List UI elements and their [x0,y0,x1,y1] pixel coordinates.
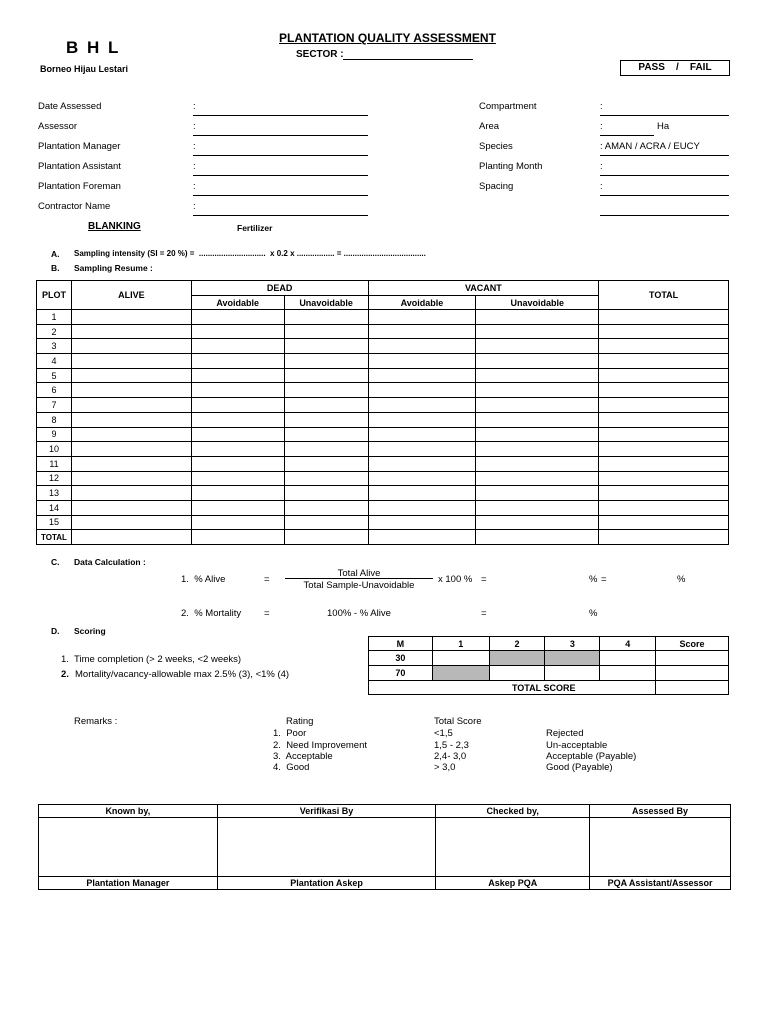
table-row [37,339,729,354]
page-title: PLANTATION QUALITY ASSESSMENT [279,31,496,45]
info-line[interactable] [193,175,368,176]
plot-number: 1 [37,310,72,325]
plot-header: PLOT [37,281,72,310]
info-line[interactable] [600,215,729,216]
signature-role: Plantation Manager [39,877,218,890]
pass-fail-box[interactable]: PASS / FAIL [620,60,730,76]
table-cell[interactable] [599,324,729,339]
table-cell[interactable] [284,515,368,530]
table-cell[interactable] [368,486,476,501]
table-cell[interactable] [599,383,729,398]
table-cell[interactable] [71,456,191,471]
rating-item: 2. Need Improvement [273,740,367,751]
score-cell-disabled [432,666,489,681]
info-label: Planting Month [479,161,543,172]
formula2-pct: % [589,608,598,619]
formula1-pct: % [589,574,598,585]
table-cell[interactable] [368,500,476,515]
info-label: Plantation Manager [38,141,121,152]
total-row-label: TOTAL [37,530,72,545]
plot-number: 11 [37,456,72,471]
score-cell[interactable] [656,666,729,681]
formula1-pct2: % [677,574,686,585]
table-cell[interactable] [284,310,368,325]
table-cell[interactable] [71,530,191,545]
total-score-heading: Total Score [434,716,482,727]
table-cell[interactable] [476,339,599,354]
rating-item: 3. Acceptable [273,751,333,762]
table-cell[interactable] [368,456,476,471]
table-cell[interactable] [476,471,599,486]
table-cell[interactable] [476,456,599,471]
table-cell[interactable] [191,500,284,515]
signature-box[interactable] [590,818,731,877]
rating-item: 4. Good [273,762,310,773]
table-cell[interactable] [284,368,368,383]
table-cell[interactable] [284,486,368,501]
score-row-label: 30 [369,651,433,666]
table-cell[interactable] [599,354,729,369]
signature-role: Plantation Askep [217,877,436,890]
signature-head: Verifikasi By [217,805,436,818]
table-cell[interactable] [71,471,191,486]
rating-score: > 3,0 [434,762,456,773]
table-cell[interactable] [71,500,191,515]
table-cell[interactable] [71,310,191,325]
rating-result: Acceptable (Payable) [546,751,637,762]
score-score-header: Score [656,637,729,651]
table-cell[interactable] [71,383,191,398]
formula1-eq2: = [481,574,487,585]
signature-role: PQA Assistant/Assessor [590,877,731,890]
info-value: : [600,121,603,132]
table-cell[interactable] [191,456,284,471]
total-score-spacer [369,681,433,695]
table-row [37,324,729,339]
formula1-eq3: = [601,574,607,585]
scoring-item-2-num: 2. [61,669,69,680]
table-row [37,515,729,530]
table-cell[interactable] [476,383,599,398]
table-cell[interactable] [191,486,284,501]
signature-box[interactable] [217,818,436,877]
remarks-label: Remarks : [74,716,118,727]
table-cell[interactable] [599,456,729,471]
table-cell[interactable] [71,354,191,369]
table-cell[interactable] [71,515,191,530]
section-c-title: Data Calculation : [74,557,146,567]
scoring-item-2: Mortality/vacancy-allowable max 2.5% (3), <1% (4) [75,669,290,680]
plot-number: 14 [37,500,72,515]
table-cell[interactable] [71,398,191,413]
plot-number: 2 [37,324,72,339]
section-a-letter: A. [51,249,60,259]
table-cell[interactable] [476,412,599,427]
table-row [37,427,729,442]
score-col-header: 3 [545,637,600,651]
sector-label: SECTOR : [296,49,344,60]
info-value: : AMAN / ACRA / EUCY [600,141,700,152]
info-line[interactable] [600,115,729,116]
section-a-text: Sampling intensity (SI = 20 %) = .............................. x 0.2 x ................. = ..................................... [74,249,426,258]
fertilizer-label: Fertilizer [237,223,273,233]
score-cell[interactable] [489,666,545,681]
table-cell[interactable] [368,530,476,545]
plot-number: 10 [37,442,72,457]
table-cell[interactable] [476,368,599,383]
table-cell[interactable] [191,515,284,530]
total-header: TOTAL [599,281,729,310]
table-cell[interactable] [71,427,191,442]
section-d-letter: D. [51,626,60,636]
table-cell[interactable] [368,368,476,383]
info-value: : [600,161,603,172]
area-unit: Ha [657,121,670,132]
formula1-x100: x 100 % [438,574,473,585]
table-cell[interactable] [476,515,599,530]
table-cell[interactable] [191,339,284,354]
table-cell[interactable] [476,354,599,369]
score-m-header: M [369,637,433,651]
table-cell[interactable] [191,427,284,442]
table-row [37,500,729,515]
table-cell[interactable] [191,398,284,413]
table-cell[interactable] [191,354,284,369]
table-cell[interactable] [476,486,599,501]
table-cell[interactable] [284,412,368,427]
score-cell-disabled [545,651,600,666]
table-cell[interactable] [71,324,191,339]
table-cell[interactable] [599,530,729,545]
table-cell[interactable] [476,324,599,339]
formula2-eq: = [264,608,270,619]
info-line[interactable] [193,195,368,196]
info-value: : [600,101,603,112]
table-row [37,412,729,427]
table-cell[interactable] [71,486,191,501]
plot-number: 9 [37,427,72,442]
section-b-letter: B. [51,263,60,273]
table-cell[interactable] [368,398,476,413]
info-label: Contractor Name [38,201,111,212]
table-cell[interactable] [191,442,284,457]
info-label: Plantation Foreman [38,181,121,192]
plot-number: 15 [37,515,72,530]
table-cell[interactable] [368,471,476,486]
table-cell[interactable] [284,398,368,413]
table-cell[interactable] [599,471,729,486]
score-cell[interactable] [432,651,489,666]
table-cell[interactable] [599,427,729,442]
score-cell[interactable] [600,666,656,681]
signature-head: Assessed By [590,805,731,818]
table-row [37,456,729,471]
signature-head: Checked by, [436,805,590,818]
plot-number: 3 [37,339,72,354]
table-cell[interactable] [368,324,476,339]
table-cell[interactable] [599,515,729,530]
table-cell[interactable] [191,368,284,383]
info-label: Spacing [479,181,514,192]
rating-score: <1,5 [434,728,453,739]
table-cell[interactable] [599,339,729,354]
table-cell[interactable] [476,310,599,325]
dead-unavoidable-header: Unavoidable [284,296,368,310]
score-cell[interactable] [656,651,729,666]
table-cell[interactable] [284,354,368,369]
table-cell[interactable] [368,339,476,354]
formula1-denominator: Total Sample-Unavoidable [303,580,415,591]
info-line[interactable] [600,195,729,196]
section-c-letter: C. [51,557,60,567]
formula2-expr: 100% - % Alive [327,608,391,619]
formula1-numerator: Total Alive [337,568,381,579]
info-colon: : [193,161,196,172]
table-cell[interactable] [476,427,599,442]
dead-avoidable-header: Avoidable [191,296,284,310]
signature-box[interactable] [39,818,218,877]
table-cell[interactable] [368,427,476,442]
info-line[interactable] [600,135,654,136]
table-cell[interactable] [599,500,729,515]
table-cell[interactable] [368,442,476,457]
rating-score: 2,4- 3,0 [434,751,467,762]
table-cell[interactable] [368,310,476,325]
table-row [37,310,729,325]
table-cell[interactable] [599,442,729,457]
section-b-text: Sampling Resume : [74,263,153,273]
table-cell[interactable] [191,310,284,325]
info-value: : [600,181,603,192]
table-cell[interactable] [284,530,368,545]
sector-line[interactable] [343,59,473,60]
rating-result: Rejected [546,728,584,739]
company-logo: B H L [66,38,121,57]
table-cell[interactable] [191,412,284,427]
formula2-eq2: = [481,608,487,619]
rating-heading: Rating [286,716,314,727]
info-label: Area [479,121,500,132]
formula1-eq: = [264,574,270,585]
dead-header: DEAD [191,281,368,296]
table-cell[interactable] [284,324,368,339]
table-cell[interactable] [476,442,599,457]
table-row [37,354,729,369]
score-row-label: 70 [369,666,433,681]
table-cell[interactable] [599,310,729,325]
info-label: Species [479,141,513,152]
table-cell[interactable] [284,427,368,442]
plot-number: 7 [37,398,72,413]
info-line[interactable] [193,135,368,136]
info-colon: : [193,201,196,212]
fraction-bar [285,578,433,579]
table-cell[interactable] [599,368,729,383]
table-row [37,486,729,501]
table-cell[interactable] [368,383,476,398]
table-cell[interactable] [476,398,599,413]
alive-header: ALIVE [71,281,191,310]
section-d-title: Scoring [74,626,106,636]
table-cell[interactable] [599,412,729,427]
plot-number: 12 [37,471,72,486]
score-cell[interactable] [600,651,656,666]
formula1-label: 1. % Alive [181,574,226,585]
info-line[interactable] [193,155,368,156]
info-line[interactable] [600,155,729,156]
table-row [37,383,729,398]
vacant-avoidable-header: Avoidable [368,296,476,310]
table-cell[interactable] [191,383,284,398]
table-row [37,368,729,383]
formula2-label: 2. % Mortality [181,608,242,619]
rating-score: 1,5 - 2,3 [434,740,469,751]
table-cell[interactable] [191,530,284,545]
vacant-header: VACANT [368,281,599,296]
vacant-unavoidable-header: Unavoidable [476,296,599,310]
table-cell[interactable] [599,486,729,501]
info-label: Date Assessed [38,101,102,112]
info-colon: : [193,141,196,152]
table-cell[interactable] [284,339,368,354]
signature-table [38,804,731,890]
info-line[interactable] [193,215,368,216]
table-cell[interactable] [476,500,599,515]
info-colon: : [193,101,196,112]
info-label: Plantation Assistant [38,161,121,172]
info-line[interactable] [193,115,368,116]
company-name: Borneo Hijau Lestari [40,64,129,74]
plot-number: 4 [37,354,72,369]
blanking-heading: BLANKING [88,221,141,232]
plot-number: 13 [37,486,72,501]
score-col-header: 2 [489,637,545,651]
rating-item: 1. Poor [273,728,307,739]
table-cell[interactable] [71,412,191,427]
table-cell[interactable] [599,398,729,413]
score-col-header: 1 [432,637,489,651]
table-cell[interactable] [368,515,476,530]
table-cell[interactable] [191,324,284,339]
table-row [37,398,729,413]
score-col-header: 4 [600,637,656,651]
table-cell[interactable] [71,339,191,354]
plot-number: 6 [37,383,72,398]
info-label: Assessor [38,121,78,132]
info-label: Compartment [479,101,537,112]
table-cell[interactable] [284,471,368,486]
score-cell[interactable] [545,666,600,681]
rating-result: Un-acceptable [546,740,608,751]
signature-role: Askep PQA [436,877,590,890]
info-colon: : [193,121,196,132]
table-row [37,442,729,457]
score-cell-disabled [489,651,545,666]
total-score-label: TOTAL SCORE [432,681,655,695]
info-line[interactable] [600,175,729,176]
table-cell[interactable] [284,500,368,515]
table-row [37,471,729,486]
sampling-table [36,280,729,545]
table-cell[interactable] [284,383,368,398]
plot-number: 8 [37,412,72,427]
table-cell[interactable] [284,456,368,471]
score-table [368,636,729,695]
total-score-cell[interactable] [656,681,729,695]
table-cell[interactable] [191,471,284,486]
signature-box[interactable] [436,818,590,877]
rating-result: Good (Payable) [546,762,613,773]
table-cell[interactable] [284,442,368,457]
table-cell[interactable] [476,530,599,545]
info-colon: : [193,181,196,192]
table-cell[interactable] [71,442,191,457]
scoring-item-1: 1. Time completion (> 2 weeks, <2 weeks) [61,654,242,665]
signature-head: Known by, [39,805,218,818]
table-cell[interactable] [368,412,476,427]
table-cell[interactable] [368,354,476,369]
plot-number: 5 [37,368,72,383]
table-cell[interactable] [71,368,191,383]
